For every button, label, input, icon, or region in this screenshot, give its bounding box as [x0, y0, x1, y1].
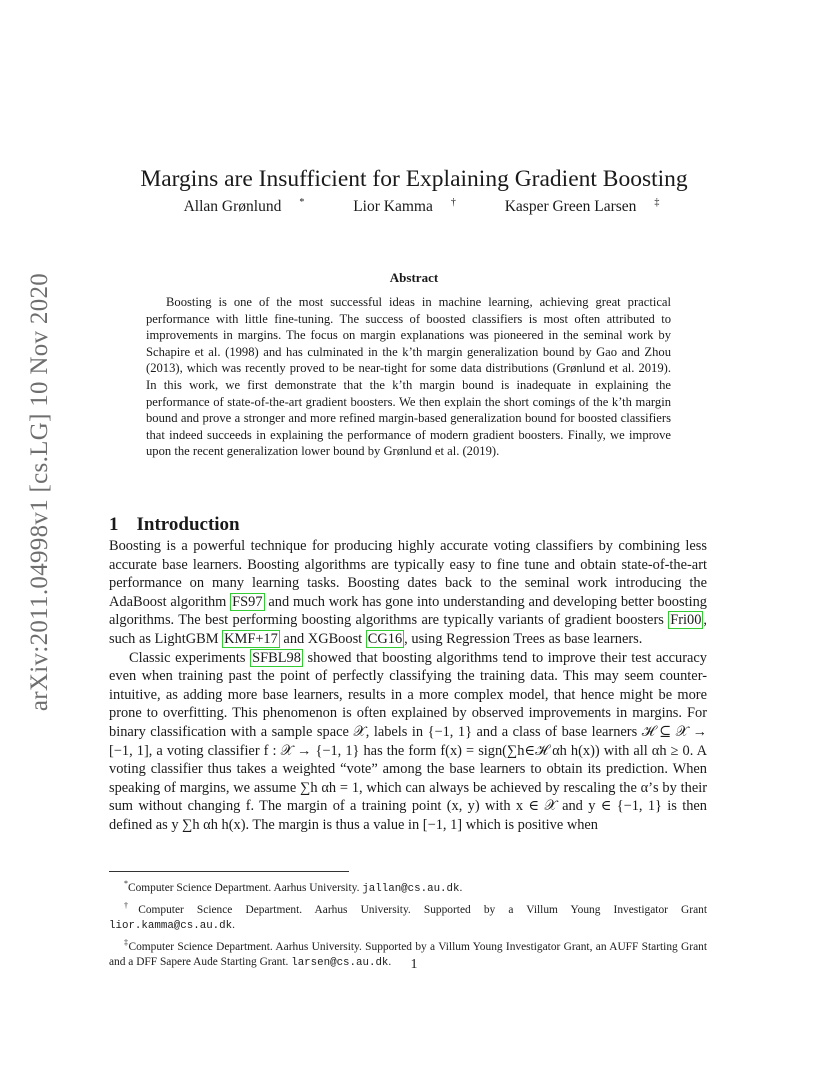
footnote-text: . — [232, 919, 235, 931]
footnote-mark: * — [124, 879, 128, 888]
arxiv-sidebar-stamp — [14, 272, 66, 712]
paragraph-text: , such as LightGBM — [109, 612, 707, 647]
footnote-text: Computer Science Department. Aarhus University. Supported by a Villum Young Investigator Grant, an AUFF Starting Grant and a DFF Sapere Aude Starting Grant. — [109, 941, 707, 969]
citation-link[interactable]: FS97 — [232, 593, 263, 610]
author-footnote-mark: ‡ — [654, 197, 660, 208]
author-footnote-mark: * — [299, 197, 305, 208]
footnote-mark: † — [124, 901, 139, 910]
section-title: Introduction — [136, 513, 240, 535]
citation-link[interactable]: KMF+17 — [224, 630, 278, 647]
author-list — [0, 197, 828, 216]
paragraph-text: and XGBoost — [279, 630, 366, 647]
author-name: Allan Grønlund — [183, 198, 282, 216]
footnote-text: . — [459, 881, 463, 894]
footnote-text: . — [388, 956, 392, 969]
footnote — [109, 876, 707, 897]
footnote-text: Computer Science Department. Aarhus University. — [128, 881, 363, 894]
paragraph — [109, 537, 707, 649]
author-name: Kasper Green Larsen — [504, 198, 637, 216]
paragraph-text: Boosting is a powerful technique for producing highly accurate voting classifiers by combining less accurate base learners. Boosting algorithms are typically easy to fine tune and obtain state-of-the-art performance on many learning tasks. Boosting dates back to the seminal work introducing the AdaBoost algorithm — [109, 538, 707, 610]
footnote-text: Computer Science Department. Aarhus University. Supported by a Villum Young Investigator Grant — [138, 903, 707, 916]
email-address: lior.kamma@cs.au.dk — [109, 920, 233, 932]
paragraph — [109, 649, 707, 835]
citation-link[interactable]: CG16 — [367, 630, 403, 647]
paragraph-text: , using Regression Trees as base learners. — [404, 630, 643, 647]
introduction-body — [109, 537, 707, 835]
paper-title: Margins are Insufficient for Explaining Gradient Boosting — [140, 165, 688, 192]
citation-link[interactable]: Fri00 — [670, 612, 702, 629]
author-name: Lior Kamma — [353, 198, 433, 216]
footnote — [109, 898, 707, 934]
footnote-mark: ‡ — [124, 938, 129, 948]
abstract-heading: Abstract — [389, 270, 439, 285]
paragraph-text: Classic experiments — [129, 649, 251, 666]
author — [338, 198, 456, 215]
footnote-rule — [109, 871, 349, 872]
email-address: larsen@cs.au.dk — [291, 957, 389, 970]
citation-link[interactable]: SFBL98 — [252, 649, 301, 666]
email-address: jallan@cs.au.dk — [362, 882, 460, 895]
paragraph-text: and much work has gone into understanding and developing better boosting algorithms. The best performing boosting algorithms are typically variants of gradient boosters — [109, 593, 707, 629]
section-heading — [109, 514, 240, 536]
paragraph-text: showed that boosting algorithms tend to improve their test accuracy even when training past the point of perfectly classifying the training data. This may seem counter-intuitive, as adding more base learners, results in a more complex model, that hence might be more prone to overfitting. This phenomenon is often explained by observed improvements in margins. For binary classification with a sample space 𝒳, labels in {−1, 1} and a class of base learners ℋ ⊆ 𝒳 → [−1, 1], a voting classifier f : 𝒳 → {−1, 1} has the form f(x) = sign(∑h∈ℋ αh h(x)) with all αh ≥ 0. A voting classifier thus takes a weighted “vote” among the base learners to obtain its prediction. When speaking of margins, we assume ∑h αh = 1, which can always be achieved by rescaling the α’s by their sum without changing f. The margin of a training point (x, y) with x ∈ 𝒳 and y ∈ {−1, 1} is then defined as y ∑h αh h(x). The margin is thus a value in [−1, 1] which is positive when — [109, 649, 708, 833]
author — [169, 198, 305, 215]
page-number: 1 — [410, 957, 418, 972]
section-number: 1 — [109, 513, 119, 535]
author-footnote-mark: † — [450, 197, 456, 208]
arxiv-identifier: arXiv:2011.04998v1 [cs.LG] 10 Nov 2020 — [26, 272, 54, 712]
abstract-text: Boosting is one of the most successful ideas in machine learning, achieving great practical performance with little fine-tuning. The success of boosted classifiers is most often attributed to improvements in margins. The focus on margin explanations was pioneered in the seminal work by Schapire et al. (1998) and has culminated in the k’th margin generalization bound by Gao and Zhou (2013), which was recently proved to be near-tight for some data distributions (Grønlund et al. 2019). In this work, we first demonstrate that the k’th margin bound is inadequate in explaining the performance of state-of-the-art gradient boosters. We then explain the short comings of the k’th margin bound and prove a stronger and more refined margin-based generalization bound for boosted classifiers that indeed succeeds in explaining the performance of modern gradient boosters. Finally, we improve upon the recent generalization lower bound by Grønlund et al. (2019). — [146, 295, 671, 459]
author — [490, 198, 660, 215]
